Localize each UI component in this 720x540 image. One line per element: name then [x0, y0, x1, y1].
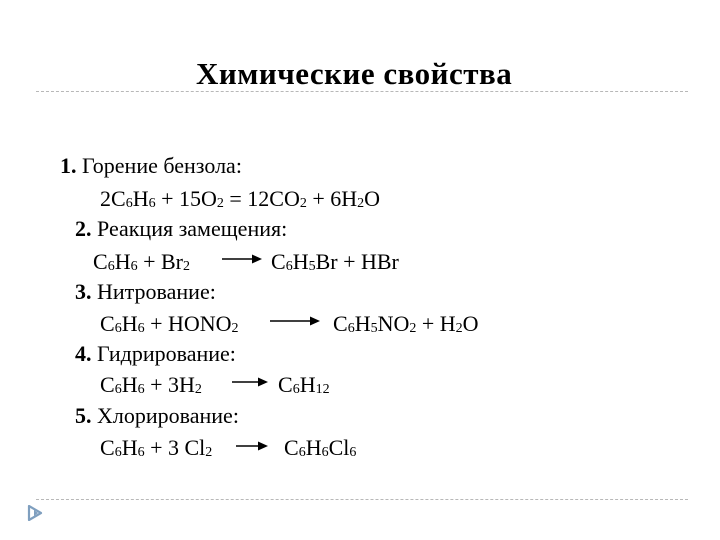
equation-4-right: $C_6H_{12}$	[278, 372, 330, 397]
equation-5-right: $C_6H_6Cl_6$	[284, 435, 357, 460]
reaction-arrow-icon	[232, 377, 268, 387]
reaction-arrow-icon	[222, 254, 262, 264]
item-1-heading	[60, 153, 242, 179]
equation-1: $2C_6H_6 + 15O_2 = 12CO_2 + 6H_2O$	[100, 186, 381, 211]
equation-3-right: $C_6H_5NO_2 + H_2O$	[333, 311, 479, 336]
divider-top	[36, 91, 688, 92]
equation-4-left: $C_6H_6 + 3H_2$	[100, 372, 202, 397]
item-4-number: 4.	[75, 341, 92, 366]
reaction-arrow-icon	[236, 441, 268, 451]
equation-2-left: $C_6H_6 + Br_2$	[93, 249, 190, 274]
item-1-number: 1.	[60, 153, 77, 178]
item-3-label: Нитрование:	[97, 279, 216, 304]
item-5-number: 5.	[75, 403, 92, 428]
item-3-heading	[75, 279, 216, 305]
item-2-label: Реакция замещения:	[97, 216, 288, 241]
item-4-heading	[75, 341, 236, 367]
reaction-arrow-icon	[270, 316, 320, 326]
equation-3-left: $C_6H_6$ + $HONO_2$	[100, 311, 239, 336]
item-3-number: 3.	[75, 279, 92, 304]
equation-2-right: $C_6H_5Br$ + HBr	[271, 249, 399, 274]
triangle-arrow-icon	[27, 505, 47, 521]
item-2-number: 2.	[75, 216, 92, 241]
page-title: Химические свойства	[196, 56, 513, 91]
item-2-heading	[75, 216, 287, 242]
item-1-label: Горение бензола:	[82, 153, 242, 178]
item-4-label: Гидрирование:	[97, 341, 236, 366]
item-5-heading	[75, 403, 239, 429]
item-5-label: Хлорирование:	[97, 403, 239, 428]
divider-bottom	[36, 499, 688, 500]
equation-5-left: $C_6H_6 + 3$ $Cl_2$	[100, 435, 213, 460]
